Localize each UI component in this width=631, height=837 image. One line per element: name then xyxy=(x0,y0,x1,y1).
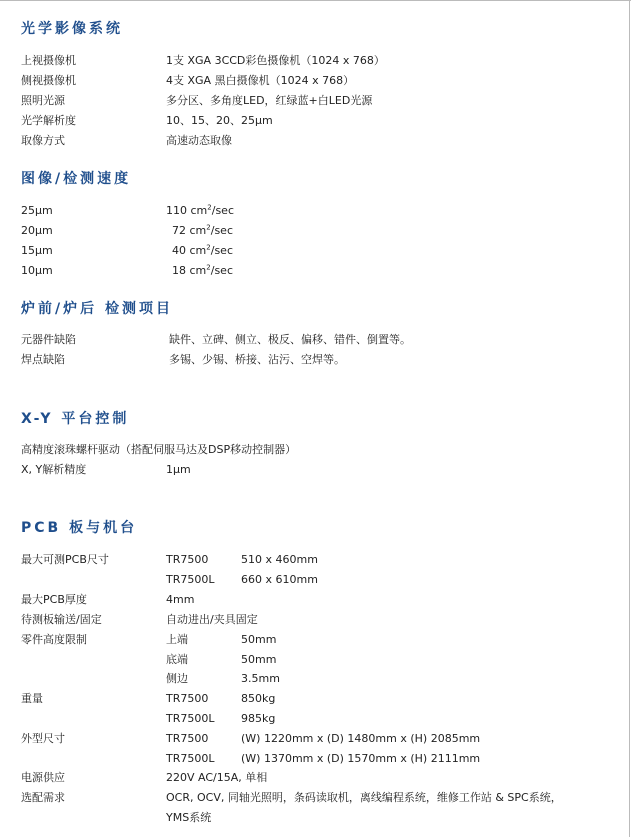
top-border xyxy=(0,0,631,1)
spec-label: 上视摄像机 xyxy=(21,54,76,67)
section-title-pcb: PCB 板与机台 xyxy=(21,520,138,536)
spec-label: 照明光源 xyxy=(21,94,65,107)
spec-value: 1支 XGA 3CCD彩色摄像机（1024 x 768） xyxy=(166,54,385,67)
speed-value: 72 $cm^2/\sec$ xyxy=(172,223,233,237)
speed-value: 40 $cm^2/\sec$ xyxy=(172,243,233,257)
spec-value: 1μm xyxy=(166,463,191,476)
spec-label: 重量 xyxy=(21,692,43,705)
section-title-xy: X-Y 平台控制 xyxy=(21,411,130,427)
spec-value: 自动进出/夹具固定 xyxy=(166,613,258,626)
spec-value: 10、15、20、25μm xyxy=(166,114,273,127)
speed-label: 15μm xyxy=(21,244,53,257)
position-name: 侧边 xyxy=(166,672,188,685)
model-name: TR7500 xyxy=(166,692,209,705)
spec-value: 50mm xyxy=(241,653,277,666)
model-name: TR7500 xyxy=(166,553,209,566)
section-title-speed: 图像/检测速度 xyxy=(21,171,132,187)
speed-label: 20μm xyxy=(21,224,53,237)
spec-value: YMS系统 xyxy=(166,811,212,824)
spec-value: 50mm xyxy=(241,633,277,646)
spec-label: 零件高度限制 xyxy=(21,633,87,646)
model-name: TR7500 xyxy=(166,732,209,745)
model-name: TR7500L xyxy=(166,752,215,765)
spec-value: 660 x 610mm xyxy=(241,573,318,586)
spec-value: 985kg xyxy=(241,712,276,725)
right-border xyxy=(629,0,630,837)
position-name: 底端 xyxy=(166,653,188,666)
speed-value: 110 $cm^2/\sec$ xyxy=(166,203,234,217)
spec-value: 3.5mm xyxy=(241,672,280,685)
spec-value: 多分区、多角度LED，红绿蓝+白LED光源 xyxy=(166,94,373,107)
spec-value: 多锡、少锡、桥接、沾污、空焊等。 xyxy=(169,353,345,366)
spec-label: 光学解析度 xyxy=(21,114,76,127)
spec-value: 510 x 460mm xyxy=(241,553,318,566)
spec-value: (W) 1370mm x (D) 1570mm x (H) 2111mm xyxy=(241,752,481,765)
spec-label: 焊点缺陷 xyxy=(21,353,65,366)
spec-value: 4支 XGA 黑白摄像机（1024 x 768） xyxy=(166,74,355,87)
spec-value: OCR, OCV, 同轴光照明，条码读取机，离线编程系统，维修工作站 & SPC系统， xyxy=(166,791,562,804)
position-name: 上端 xyxy=(166,633,188,646)
spec-label: 取像方式 xyxy=(21,134,65,147)
spec-label: 选配需求 xyxy=(21,791,65,804)
model-name: TR7500L xyxy=(166,712,215,725)
spec-label: 最大可测PCB尺寸 xyxy=(21,553,109,566)
spec-label: X, Y解析精度 xyxy=(21,463,87,476)
spec-label: 元器件缺陷 xyxy=(21,333,76,346)
spec-value: 4mm xyxy=(166,593,195,606)
model-name: TR7500L xyxy=(166,573,215,586)
spec-value: 高速动态取像 xyxy=(166,134,232,147)
section-title-inspection: 炉前/炉后 检测项目 xyxy=(21,301,173,317)
spec-value: 850kg xyxy=(241,692,276,705)
speed-label: 10μm xyxy=(21,264,53,277)
spec-label: 外型尺寸 xyxy=(21,732,65,745)
spec-label: 电源供应 xyxy=(21,771,65,784)
speed-label: 25μm xyxy=(21,204,53,217)
spec-label: 侧视摄像机 xyxy=(21,74,76,87)
speed-value: 18 $cm^2/\sec$ xyxy=(172,263,233,277)
spec-line: 高精度滚珠螺杆驱动（搭配伺服马达及DSP移动控制器） xyxy=(21,443,297,456)
spec-value: (W) 1220mm x (D) 1480mm x (H) 2085mm xyxy=(241,732,481,745)
section-title-optics: 光学影像系统 xyxy=(21,21,123,37)
spec-value: 220V AC/15A, 单相 xyxy=(166,771,268,784)
spec-value: 缺件、立碑、侧立、极反、偏移、错件、倒置等。 xyxy=(169,333,411,346)
spec-label: 最大PCB厚度 xyxy=(21,593,87,606)
spec-label: 待测板输送/固定 xyxy=(21,613,102,626)
